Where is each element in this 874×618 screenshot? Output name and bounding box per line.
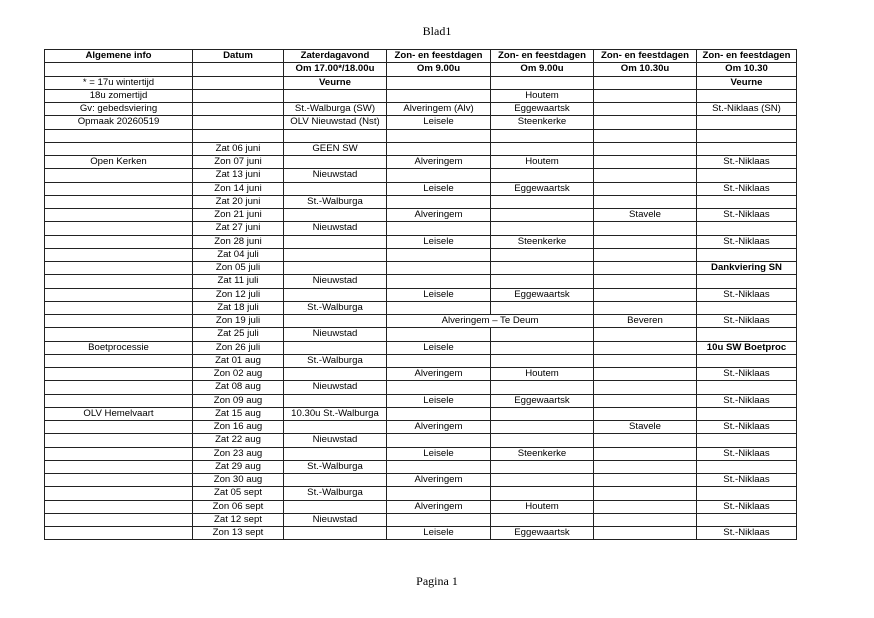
table-row — [45, 460, 797, 473]
zondag-9u-cell: Om 9.00u — [387, 63, 491, 76]
header-zondag-4: Zon- en feestdagen — [697, 50, 797, 63]
zondag-1030-b-cell: St.-Niklaas (SN) — [697, 103, 797, 116]
info-cell — [45, 460, 193, 473]
table-row — [45, 527, 797, 540]
info-cell: Gv: gebedsviering — [45, 103, 193, 116]
zaterdag-cell: Nieuwstad — [284, 275, 387, 288]
zondag-1030-cell — [594, 275, 697, 288]
table-row — [45, 169, 797, 182]
info-cell — [45, 262, 193, 275]
zaterdag-cell — [284, 368, 387, 381]
zondag-1030-cell — [594, 89, 697, 102]
zondag-9u-b-cell — [491, 434, 594, 447]
info-cell — [45, 381, 193, 394]
zondag-9u-cell — [387, 354, 491, 367]
zondag-9u-b-cell: Eggewaartsk — [491, 288, 594, 301]
zondag-1030-b-cell: St.-Niklaas — [697, 235, 797, 248]
zondag-9u-cell — [387, 262, 491, 275]
zondag-1030-b-cell — [697, 169, 797, 182]
zondag-9u-cell — [387, 487, 491, 500]
table-body — [45, 63, 797, 540]
datum-cell: Zon 16 aug — [193, 421, 284, 434]
zondag-9u-cell — [387, 328, 491, 341]
zondag-1030-cell — [594, 288, 697, 301]
zondag-1030-b-cell — [697, 381, 797, 394]
zondag-9u-b-cell: Houtem — [491, 500, 594, 513]
datum-cell: Zat 27 juni — [193, 222, 284, 235]
datum-cell: Zat 04 juli — [193, 248, 284, 261]
zaterdag-cell — [284, 341, 387, 354]
info-cell — [45, 142, 193, 155]
zondag-1030-b-cell: Veurne — [697, 76, 797, 89]
zondag-1030-b-cell — [697, 222, 797, 235]
zaterdag-cell — [284, 129, 387, 142]
header-zondag-3: Zon- en feestdagen — [594, 50, 697, 63]
schedule-table — [44, 49, 797, 540]
zondag-1030-b-cell — [697, 407, 797, 420]
zondag-1030-b-cell — [697, 487, 797, 500]
info-cell — [45, 195, 193, 208]
datum-cell: Zon 14 juni — [193, 182, 284, 195]
info-cell — [45, 182, 193, 195]
zaterdag-cell — [284, 315, 387, 328]
table-row — [45, 421, 797, 434]
datum-cell — [193, 116, 284, 129]
table-row — [45, 368, 797, 381]
zondag-1030-b-cell: Dankviering SN — [697, 262, 797, 275]
header-zondag-2: Zon- en feestdagen — [491, 50, 594, 63]
info-cell — [45, 527, 193, 540]
zondag-1030-cell — [594, 407, 697, 420]
zondag-1030-cell — [594, 156, 697, 169]
zondag-9u-cell: Leisele — [387, 341, 491, 354]
info-cell — [45, 474, 193, 487]
info-cell — [45, 354, 193, 367]
zondag-9u-b-cell — [491, 301, 594, 314]
zondag-1030-cell: Stavele — [594, 421, 697, 434]
zondag-9u-cell — [387, 129, 491, 142]
info-cell — [45, 235, 193, 248]
zondag-9u-b-cell: Steenkerke — [491, 235, 594, 248]
info-cell — [45, 394, 193, 407]
info-cell — [45, 368, 193, 381]
info-cell — [45, 301, 193, 314]
table-row — [45, 129, 797, 142]
zondag-1030-b-cell: St.-Niklaas — [697, 156, 797, 169]
zondag-9u-b-cell — [491, 76, 594, 89]
datum-cell — [193, 89, 284, 102]
info-cell — [45, 421, 193, 434]
info-cell: Open Kerken — [45, 156, 193, 169]
zondag-9u-b-cell — [491, 142, 594, 155]
zondag-1030-cell — [594, 500, 697, 513]
table-row — [45, 500, 797, 513]
table-row — [45, 328, 797, 341]
zondag-1030-cell — [594, 248, 697, 261]
datum-cell — [193, 129, 284, 142]
zondag-9u-b-cell: Steenkerke — [491, 447, 594, 460]
table-row — [45, 341, 797, 354]
zondag-1030-b-cell: St.-Niklaas — [697, 315, 797, 328]
zondag-9u-cell: Leisele — [387, 527, 491, 540]
zaterdag-cell: St.-Walburga — [284, 354, 387, 367]
zondag-9u-cell — [387, 434, 491, 447]
datum-cell: Zat 22 aug — [193, 434, 284, 447]
zondag-9u-cell — [387, 89, 491, 102]
zondag-1030-b-cell: St.-Niklaas — [697, 447, 797, 460]
info-cell — [45, 222, 193, 235]
zondag-9u-b-cell — [491, 354, 594, 367]
zondag-9u-cell: Alveringem — [387, 474, 491, 487]
zondag-9u-cell: Alveringem — [387, 209, 491, 222]
zondag-9u-b-cell — [491, 195, 594, 208]
zaterdag-cell — [284, 209, 387, 222]
zondag-1030-b-cell: St.-Niklaas — [697, 368, 797, 381]
table-row — [45, 76, 797, 89]
zondag-9u-cell — [387, 142, 491, 155]
zaterdag-cell: St.-Walburga (SW) — [284, 103, 387, 116]
zondag-1030-cell — [594, 474, 697, 487]
table-row — [45, 156, 797, 169]
table-row — [45, 447, 797, 460]
zaterdag-cell: Nieuwstad — [284, 434, 387, 447]
table-row — [45, 63, 797, 76]
zondag-1030-cell — [594, 328, 697, 341]
zondag-1030-cell — [594, 301, 697, 314]
zondag-1030-cell — [594, 116, 697, 129]
table-row — [45, 354, 797, 367]
zaterdag-cell — [284, 156, 387, 169]
page-footer: Pagina 1 — [416, 574, 458, 588]
zondag-1030-cell — [594, 182, 697, 195]
info-cell: * = 17u wintertijd — [45, 76, 193, 89]
table-row — [45, 262, 797, 275]
zondag-1030-cell: Stavele — [594, 209, 697, 222]
zondag-1030-cell — [594, 527, 697, 540]
info-cell — [45, 248, 193, 261]
zondag-1030-cell — [594, 381, 697, 394]
datum-cell: Zon 05 juli — [193, 262, 284, 275]
zondag-1030-cell: Om 10.30u — [594, 63, 697, 76]
zondag-9u-b-cell: Eggewaartsk — [491, 527, 594, 540]
table-row — [45, 209, 797, 222]
info-cell: OLV Hemelvaart — [45, 407, 193, 420]
info-cell — [45, 169, 193, 182]
table-row — [45, 116, 797, 129]
datum-cell: Zat 12 sept — [193, 513, 284, 526]
zondag-1030-b-cell — [697, 354, 797, 367]
datum-cell: Zat 06 juni — [193, 142, 284, 155]
zondag-9u-b-cell — [491, 262, 594, 275]
zondag-1030-b-cell — [697, 513, 797, 526]
zondag-9u-cell — [387, 513, 491, 526]
zondag-9u-cell — [387, 381, 491, 394]
header-zaterdagavond: Zaterdagavond — [284, 50, 387, 63]
info-cell — [45, 328, 193, 341]
datum-cell: Zon 06 sept — [193, 500, 284, 513]
zondag-1030-b-cell — [697, 460, 797, 473]
zondag-1030-cell — [594, 447, 697, 460]
table-row — [45, 103, 797, 116]
zondag-9u-cell: Alveringem — [387, 421, 491, 434]
table-row — [45, 487, 797, 500]
zaterdag-cell — [284, 474, 387, 487]
zondag-9u-b-cell — [491, 513, 594, 526]
zondag-1030-b-cell: St.-Niklaas — [697, 474, 797, 487]
table-row — [45, 142, 797, 155]
datum-cell: Zat 20 juni — [193, 195, 284, 208]
table-row — [45, 195, 797, 208]
datum-cell: Zat 25 juli — [193, 328, 284, 341]
zondag-1030-b-cell — [697, 116, 797, 129]
zondag-9u-cell — [387, 275, 491, 288]
zondag-9u-cell — [387, 222, 491, 235]
zaterdag-cell: Nieuwstad — [284, 328, 387, 341]
zondag-1030-cell — [594, 368, 697, 381]
zondag-9u-b-cell — [491, 474, 594, 487]
zondag-1030-b-cell: St.-Niklaas — [697, 527, 797, 540]
zaterdag-cell: St.-Walburga — [284, 460, 387, 473]
table-row — [45, 89, 797, 102]
table-row — [45, 315, 797, 328]
zondag-1030-b-cell — [697, 89, 797, 102]
zaterdag-cell — [284, 421, 387, 434]
datum-cell: Zon 13 sept — [193, 527, 284, 540]
zondag-9u-cell: Leisele — [387, 288, 491, 301]
zondag-1030-cell — [594, 394, 697, 407]
zaterdag-cell: Nieuwstad — [284, 381, 387, 394]
zondag-1030-cell — [594, 487, 697, 500]
header-row — [45, 50, 797, 63]
zondag-1030-cell — [594, 460, 697, 473]
datum-cell: Zon 28 juni — [193, 235, 284, 248]
zondag-1030-b-cell — [697, 328, 797, 341]
zondag-1030-cell — [594, 434, 697, 447]
zondag-1030-cell — [594, 235, 697, 248]
header-zondag-1: Zon- en feestdagen — [387, 50, 491, 63]
info-cell — [45, 513, 193, 526]
zondag-1030-b-cell — [697, 129, 797, 142]
zondag-9u-cell — [387, 248, 491, 261]
zaterdag-cell: Nieuwstad — [284, 222, 387, 235]
zaterdag-cell — [284, 394, 387, 407]
zondag-9u-cell: Leisele — [387, 235, 491, 248]
info-cell — [45, 288, 193, 301]
zaterdag-cell — [284, 248, 387, 261]
zondag-1030-b-cell: St.-Niklaas — [697, 394, 797, 407]
zondag-1030-b-cell — [697, 142, 797, 155]
zaterdag-cell — [284, 447, 387, 460]
zondag-9u-b-cell — [491, 407, 594, 420]
zondag-9u-b-cell: Eggewaartsk — [491, 394, 594, 407]
zaterdag-cell: OLV Nieuwstad (Nst) — [284, 116, 387, 129]
info-cell — [45, 434, 193, 447]
zondag-1030-b-cell: St.-Niklaas — [697, 182, 797, 195]
info-cell — [45, 275, 193, 288]
table-row — [45, 248, 797, 261]
zondag-9u-cell: Alveringem — [387, 156, 491, 169]
zondag-9u-b-cell: Houtem — [491, 156, 594, 169]
zondag-9u-cell — [387, 76, 491, 89]
table-row — [45, 407, 797, 420]
zaterdag-cell: GEEN SW — [284, 142, 387, 155]
zondag-9u-b-cell: Houtem — [491, 368, 594, 381]
zondag-9u-b-cell — [491, 275, 594, 288]
zondag-9u-cell: Leisele — [387, 182, 491, 195]
zaterdag-cell: Nieuwstad — [284, 169, 387, 182]
zondag-9u-cell: Alveringem — [387, 368, 491, 381]
info-cell — [45, 63, 193, 76]
zondag-9u-b-cell — [491, 341, 594, 354]
zondag-1030-cell — [594, 354, 697, 367]
table-row — [45, 275, 797, 288]
zondag-1030-cell — [594, 341, 697, 354]
zondag-1030-b-cell — [697, 434, 797, 447]
datum-cell — [193, 63, 284, 76]
zondag-1030-cell: Beveren — [594, 315, 697, 328]
info-cell — [45, 500, 193, 513]
table-row — [45, 182, 797, 195]
zaterdag-cell — [284, 262, 387, 275]
table-row — [45, 434, 797, 447]
info-cell — [45, 447, 193, 460]
zondag-1030-b-cell — [697, 301, 797, 314]
datum-cell: Zat 13 juni — [193, 169, 284, 182]
zondag-9u-cell — [387, 301, 491, 314]
zaterdag-cell — [284, 500, 387, 513]
zondag-1030-b-cell — [697, 248, 797, 261]
zondag-1030-b-cell: St.-Niklaas — [697, 500, 797, 513]
zondag-9u-cell — [387, 407, 491, 420]
zondag-1030-cell — [594, 513, 697, 526]
datum-cell: Zon 21 juni — [193, 209, 284, 222]
zondag-1030-b-cell: St.-Niklaas — [697, 421, 797, 434]
zondag-9u-b-cell — [491, 129, 594, 142]
datum-cell: Zon 02 aug — [193, 368, 284, 381]
zondag-9u-b-cell — [491, 209, 594, 222]
info-cell — [45, 129, 193, 142]
zaterdag-cell: Veurne — [284, 76, 387, 89]
zondag-1030-b-cell: 10u SW Boetproc — [697, 341, 797, 354]
zondag-1030-cell — [594, 169, 697, 182]
info-cell: 18u zomertijd — [45, 89, 193, 102]
zondag-9u-cell — [387, 460, 491, 473]
table-row — [45, 513, 797, 526]
datum-cell: Zon 07 juni — [193, 156, 284, 169]
info-cell — [45, 315, 193, 328]
zondag-9u-b-cell — [491, 222, 594, 235]
info-cell — [45, 487, 193, 500]
zondag-9u-b-cell — [491, 169, 594, 182]
zondag-9u-b-cell — [491, 381, 594, 394]
datum-cell: Zon 23 aug — [193, 447, 284, 460]
zondag-1030-b-cell — [697, 275, 797, 288]
table-row — [45, 222, 797, 235]
zondag-9u-cell: Leisele — [387, 394, 491, 407]
zaterdag-cell: St.-Walburga — [284, 487, 387, 500]
zondag-9u-cell — [387, 169, 491, 182]
zondag-1030-cell — [594, 222, 697, 235]
zaterdag-cell: Om 17.00*/18.00u — [284, 63, 387, 76]
zondag-9u-cell: Leisele — [387, 116, 491, 129]
zondag-9u-cell: Leisele — [387, 447, 491, 460]
zondag-1030-cell — [594, 129, 697, 142]
zaterdag-cell — [284, 288, 387, 301]
zondag-9u-b-cell: Steenkerke — [491, 116, 594, 129]
table-row — [45, 288, 797, 301]
datum-cell — [193, 76, 284, 89]
zaterdag-cell: St.-Walburga — [284, 301, 387, 314]
datum-cell: Zon 26 juli — [193, 341, 284, 354]
zondag-9u-b-cell: Om 9.00u — [491, 63, 594, 76]
zondag-9u-b-cell — [491, 421, 594, 434]
zaterdag-cell — [284, 235, 387, 248]
zondag-1030-cell — [594, 262, 697, 275]
table-row — [45, 474, 797, 487]
zondag-9u-b-cell — [491, 487, 594, 500]
datum-cell: Zon 09 aug — [193, 394, 284, 407]
zondag-9u-b-cell: Eggewaartsk — [491, 182, 594, 195]
zondag-1030-b-cell: St.-Niklaas — [697, 209, 797, 222]
zaterdag-cell — [284, 182, 387, 195]
datum-cell: Zat 18 juli — [193, 301, 284, 314]
datum-cell: Zon 12 juli — [193, 288, 284, 301]
zondag-1030-b-cell: Om 10.30 — [697, 63, 797, 76]
zondag-1030-cell — [594, 142, 697, 155]
zondag-9u-cell: Alveringem — [387, 500, 491, 513]
table-row — [45, 381, 797, 394]
zondag-9u-b-cell — [491, 328, 594, 341]
header-datum: Datum — [193, 50, 284, 63]
zaterdag-cell — [284, 527, 387, 540]
zaterdag-cell — [284, 89, 387, 102]
datum-cell — [193, 103, 284, 116]
zondag-1030-b-cell — [697, 195, 797, 208]
datum-cell: Zat 08 aug — [193, 381, 284, 394]
datum-cell: Zat 29 aug — [193, 460, 284, 473]
info-cell: Opmaak 20260519 — [45, 116, 193, 129]
datum-cell: Zat 05 sept — [193, 487, 284, 500]
zondag-1030-cell — [594, 103, 697, 116]
table-row — [45, 394, 797, 407]
zondag-9u-b-cell — [491, 460, 594, 473]
zondag-1030-cell — [594, 195, 697, 208]
zaterdag-cell: Nieuwstad — [284, 513, 387, 526]
zondag-9u-cell — [387, 195, 491, 208]
zondag-9u-b-cell: Houtem — [491, 89, 594, 102]
zaterdag-cell: St.-Walburga — [284, 195, 387, 208]
zondag-9u-cell: Alveringem – Te Deum — [387, 315, 594, 328]
info-cell: Boetprocessie — [45, 341, 193, 354]
zondag-1030-cell — [594, 76, 697, 89]
zondag-1030-b-cell: St.-Niklaas — [697, 288, 797, 301]
table-row — [45, 235, 797, 248]
sheet-title: Blad1 — [422, 24, 452, 38]
datum-cell: Zat 11 juli — [193, 275, 284, 288]
zaterdag-cell: 10.30u St.-Walburga — [284, 407, 387, 420]
table-row — [45, 301, 797, 314]
zondag-9u-b-cell: Eggewaartsk — [491, 103, 594, 116]
info-cell — [45, 209, 193, 222]
header-algemene-info: Algemene info — [45, 50, 193, 63]
datum-cell: Zat 01 aug — [193, 354, 284, 367]
datum-cell: Zat 15 aug — [193, 407, 284, 420]
zondag-9u-b-cell — [491, 248, 594, 261]
datum-cell: Zon 19 juli — [193, 315, 284, 328]
datum-cell: Zon 30 aug — [193, 474, 284, 487]
zondag-9u-cell: Alveringem (Alv) — [387, 103, 491, 116]
